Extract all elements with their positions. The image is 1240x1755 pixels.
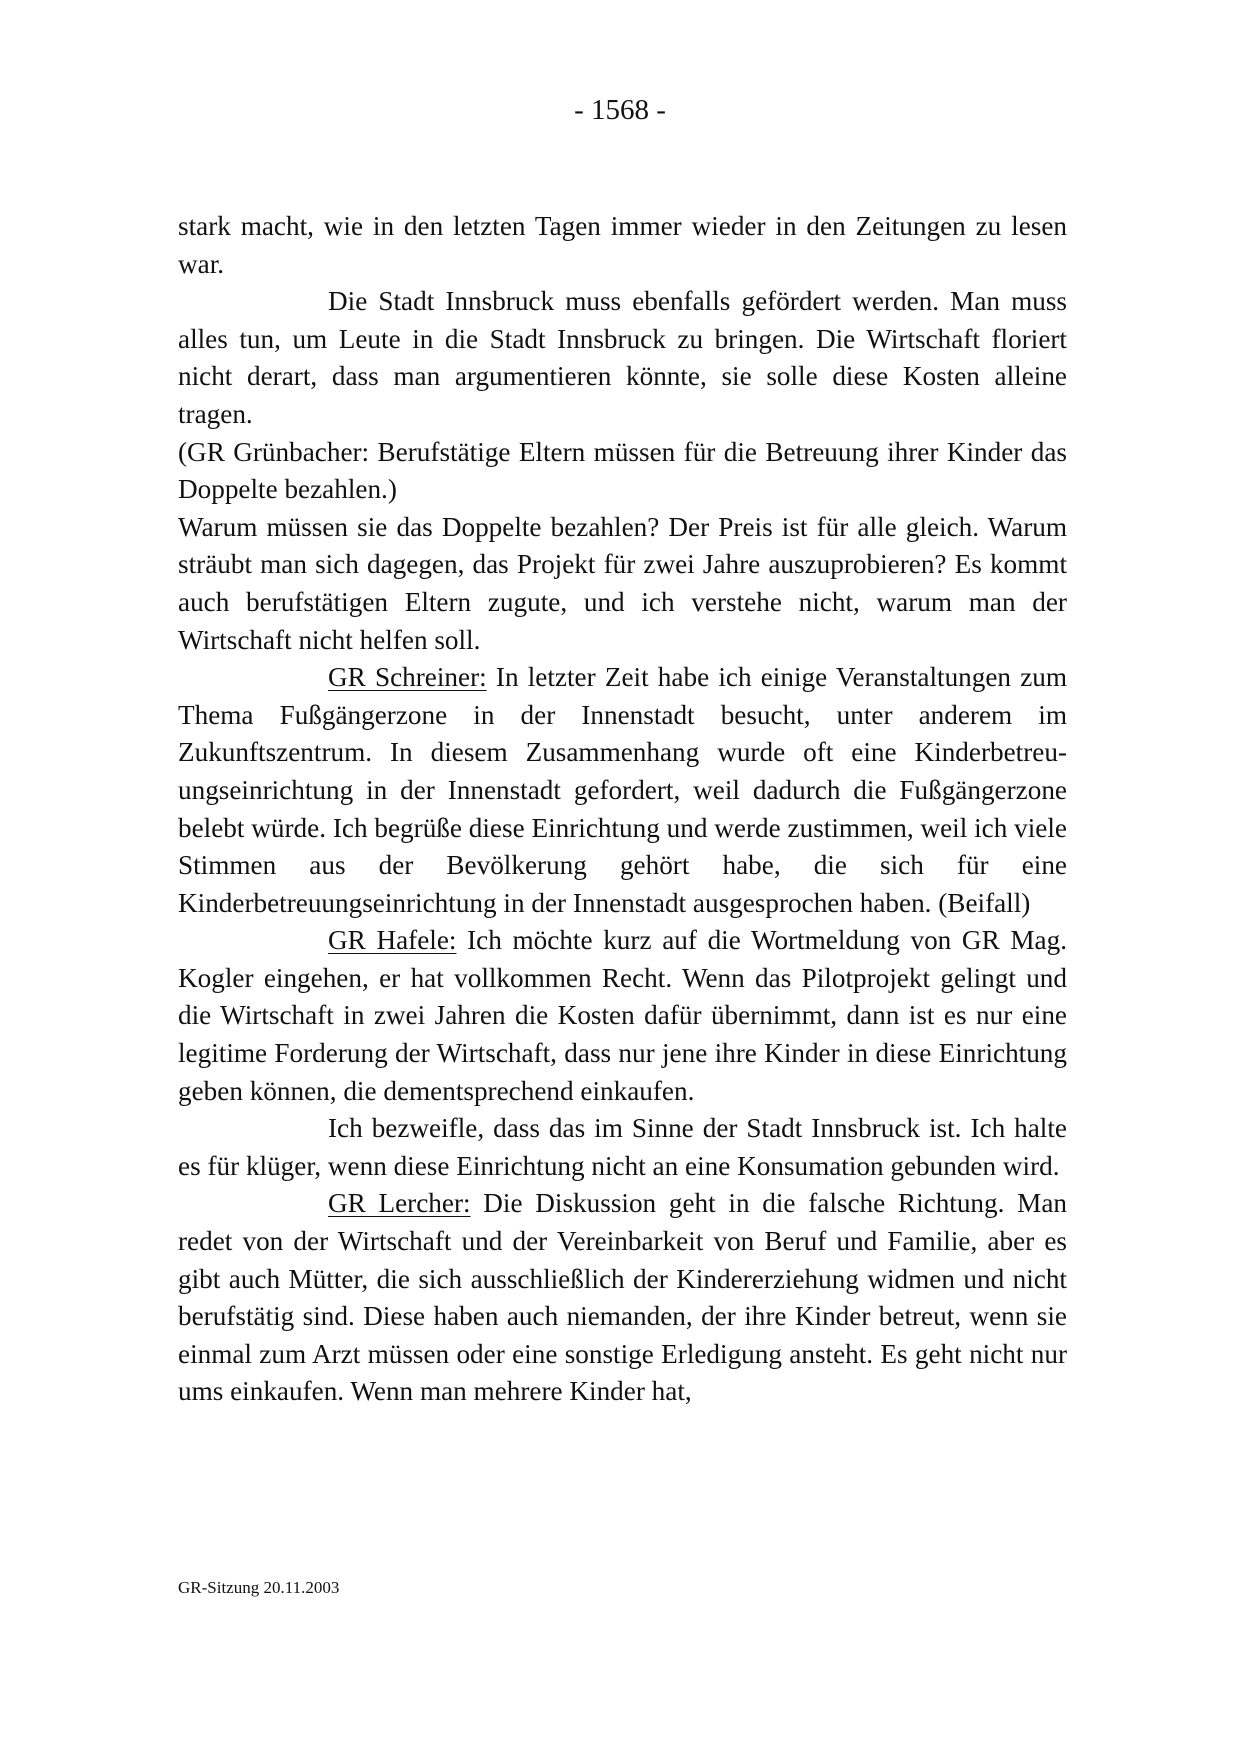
document-body (178, 208, 1067, 1411)
speaker-name: GR Schreiner: (328, 662, 487, 693)
paragraph-text: Die Diskussion geht in die falsche Richtung. Man redet von der Wirtschaft und der Vereinbarkeit von Beruf und Familie, aber es gibt auch Mütter, die sich ausschließlich der Kindererziehung widmen und nicht berufstätig sind. Diese haben auch niemanden, der ihre Kinder betreut, wenn sie einmal zum Arzt müssen oder eine sonstige Erledigung ansteht. Es geht nicht nur ums einkaufen. Wenn man mehrere Kinder hat, (178, 1188, 1067, 1407)
speaker-paragraph (178, 659, 1067, 922)
paragraph-text: (GR Grünbacher: Berufstätige Eltern müssen für die Betreuung ihrer Kinder das Doppelte bezahlen.) (178, 436, 1067, 505)
speaker-paragraph (178, 922, 1067, 1110)
paragraph-text: stark macht, wie in den letzten Tagen immer wieder in den Zeitungen zu lesen war. (178, 211, 1067, 279)
paragraph-text: Ich möchte kurz auf die Wortmeldung von GR Mag. Kogler eingehen, er hat vollkommen Recht. Wenn das Pilotprojekt gelingt und die Wirtschaft in zwei Jahren die Kosten dafür übernimmt, dann ist es nur eine legitime Forderung der Wirtschaft, dass nur jene ihre Kinder in diese Einrichtung geben können, die dementsprechend einkaufen. (178, 925, 1068, 1106)
paragraph (178, 283, 1067, 433)
page-number: - 1568 - (574, 94, 666, 126)
speaker-paragraph (178, 1185, 1067, 1411)
footer-session: GR-Sitzung 20.11.2003 (178, 1578, 340, 1597)
speaker-name: GR Hafele: (328, 925, 457, 956)
paragraph (178, 208, 1067, 283)
paragraph (178, 1110, 1067, 1185)
paragraph-text: Ich bezweifle, dass das im Sinne der Stadt Innsbruck ist. Ich halte es für klüger, wenn diese Einrichtung nicht an eine Konsumation gebunden wird. (178, 1113, 1067, 1181)
paragraph-text: Warum müssen sie das Doppelte bezahlen? Der Preis ist für alle gleich. Warum sträubt man sich dagegen, das Projekt für zwei Jahre auszuprobieren? Es kommt auch berufstätigen Eltern zugute, und ich verstehe nicht, warum man der Wirtschaft nicht helfen soll. (178, 511, 1067, 655)
paragraph-text: In letzter Zeit habe ich einige Veranstaltungen zum Thema Fußgängerzone in der Innenstadt besucht, unter anderem im Zukunftszentrum. In diesem Zusammenhang wurde oft eine Kinderbetreuungseinrichtung in der Innenstadt gefordert, weil dadurch die Fußgängerzone belebt würde. Ich begrüße diese Einrichtung und werde zustimmen, weil ich viele Stimmen aus der Bevölkerung gehört habe, die sich für eine Kinderbetreuungseinrichtung in der Innenstadt ausgesprochen haben. (Beifall) (178, 662, 1068, 918)
paragraph-text: Die Stadt Innsbruck muss ebenfalls gefördert werden. Man muss alles tun, um Leute in die Stadt Innsbruck zu bringen. Die Wirtschaft floriert nicht derart, dass man argumentieren könnte, sie solle diese Kosten alleine tragen. (178, 286, 1067, 429)
interjection (178, 434, 1067, 509)
paragraph (178, 509, 1067, 659)
speaker-name: GR Lercher: (328, 1188, 471, 1219)
